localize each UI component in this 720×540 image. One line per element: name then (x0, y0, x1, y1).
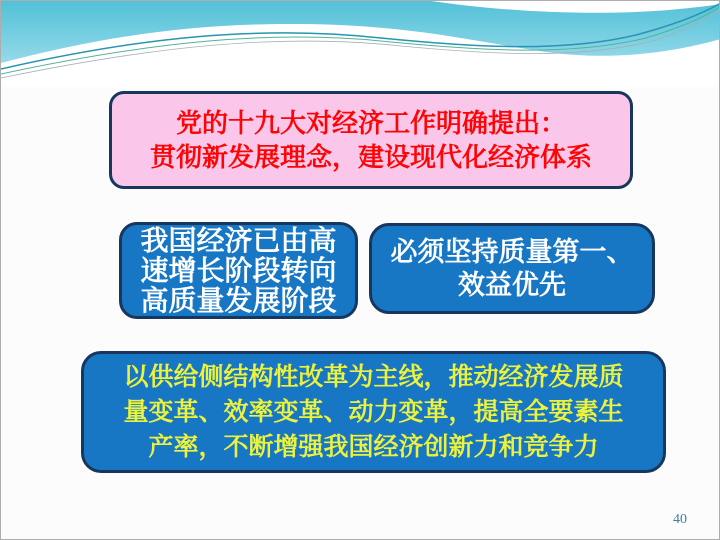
growth-stage-line: 高质量发展阶段 (140, 284, 337, 316)
supply-side-reform-line: 以供给侧结构性改革为主线，推动经济发展质 (123, 362, 624, 391)
supply-side-reform-line: 产率，不断增强我国经济创新力和竞争力 (148, 432, 599, 461)
page-number: 40 (673, 512, 687, 527)
title-box (109, 91, 633, 189)
supply-side-reform-line: 量变革、效率变革、动力变革，提高全要素生 (123, 397, 624, 426)
supply-side-reform-box (81, 351, 666, 473)
quality-first-box (369, 223, 655, 314)
title-line: 贯彻新发展理念，建设现代化经济体系 (149, 142, 592, 172)
growth-stage-line: 速增长阶段转向 (140, 254, 337, 286)
wave-banner (1, 1, 720, 87)
growth-stage-box (119, 222, 358, 319)
quality-first-line: 必须坚持质量第一、 (390, 236, 634, 267)
growth-stage-line: 我国经济已由高 (140, 224, 337, 256)
quality-first-line: 效益优先 (458, 269, 566, 300)
title-line: 党的十九大对经济工作明确提出： (175, 108, 566, 138)
